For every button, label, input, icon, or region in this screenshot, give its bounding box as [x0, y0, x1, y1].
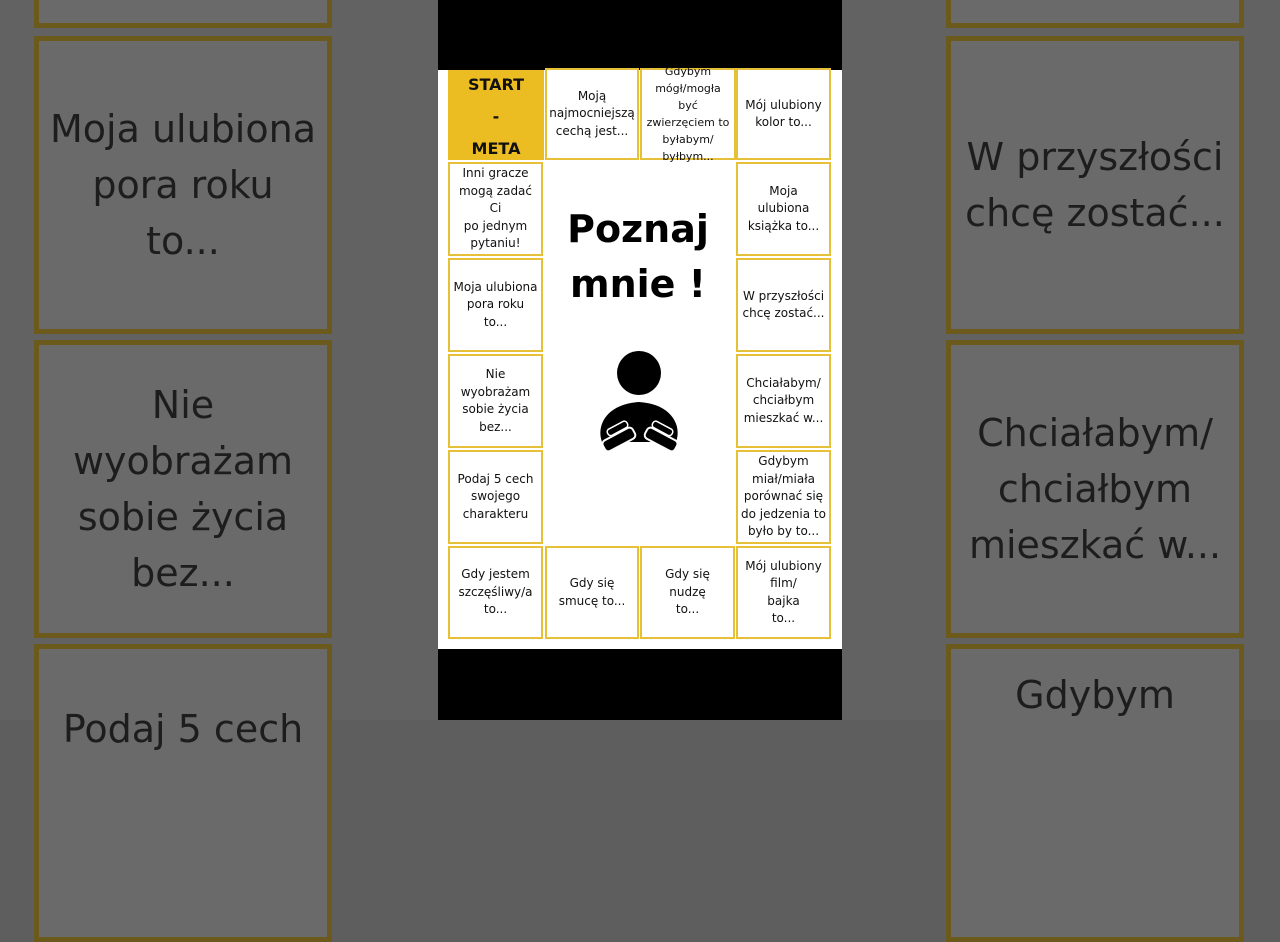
- background-cell: [946, 0, 1244, 28]
- board-cell: Nie wyobrażam sobie życia bez...: [448, 354, 543, 448]
- board-cell: Moją najmocniejszą cechą jest...: [545, 68, 639, 160]
- background-cell: Gdybym: [946, 644, 1244, 942]
- board-cell: Gdy się smucę to...: [545, 546, 639, 639]
- background-cell: Podaj 5 cech: [34, 644, 332, 942]
- board-cell: Mój ulubiony film/ bajka to...: [736, 546, 831, 639]
- game-board: [438, 65, 842, 649]
- board-cell: Inni gracze mogą zadać Ci po jednym pytaniu!: [448, 162, 543, 256]
- board-cell: Chciałabym/ chciałbym mieszkać w...: [736, 354, 831, 448]
- start-meta-cell: [448, 70, 544, 160]
- background-right-panel: [842, 0, 1280, 720]
- board-cell: W przyszłości chcę zostać...: [736, 258, 831, 352]
- background-cell: Moja ulubiona pora roku to...: [34, 36, 332, 334]
- board-cell: Moja ulubiona pora roku to...: [448, 258, 543, 352]
- person-icon: [592, 350, 688, 460]
- board-cell: Gdybym mógł/mogła być zwierzęciem to byłabym/ byłbym...: [640, 68, 736, 160]
- board-title: Poznaj mnie !: [567, 207, 709, 306]
- background-left-panel: [0, 0, 438, 751]
- board-cell: Moja ulubiona książka to...: [736, 162, 831, 256]
- background-cell: Chciałabym/ chciałbym mieszkać w...: [946, 340, 1244, 638]
- background-cell: Nie wyobrażam sobie życia bez...: [34, 340, 332, 638]
- board-cell: Podaj 5 cech swojego charakteru: [448, 450, 543, 544]
- board-cell: Gdy się nudzę to...: [640, 546, 735, 639]
- board-cell: Mój ulubiony kolor to...: [736, 68, 831, 160]
- background-cell: W przyszłości chcę zostać...: [946, 36, 1244, 334]
- background-cell: [34, 0, 332, 28]
- board-cell: Gdybym miał/miała porównać się do jedzenia to było by to...: [736, 450, 831, 544]
- board-cell: Gdy jestem szczęśliwy/a to...: [448, 546, 543, 639]
- start-meta-label: START - META: [467, 75, 525, 158]
- video-frame: [438, 0, 842, 720]
